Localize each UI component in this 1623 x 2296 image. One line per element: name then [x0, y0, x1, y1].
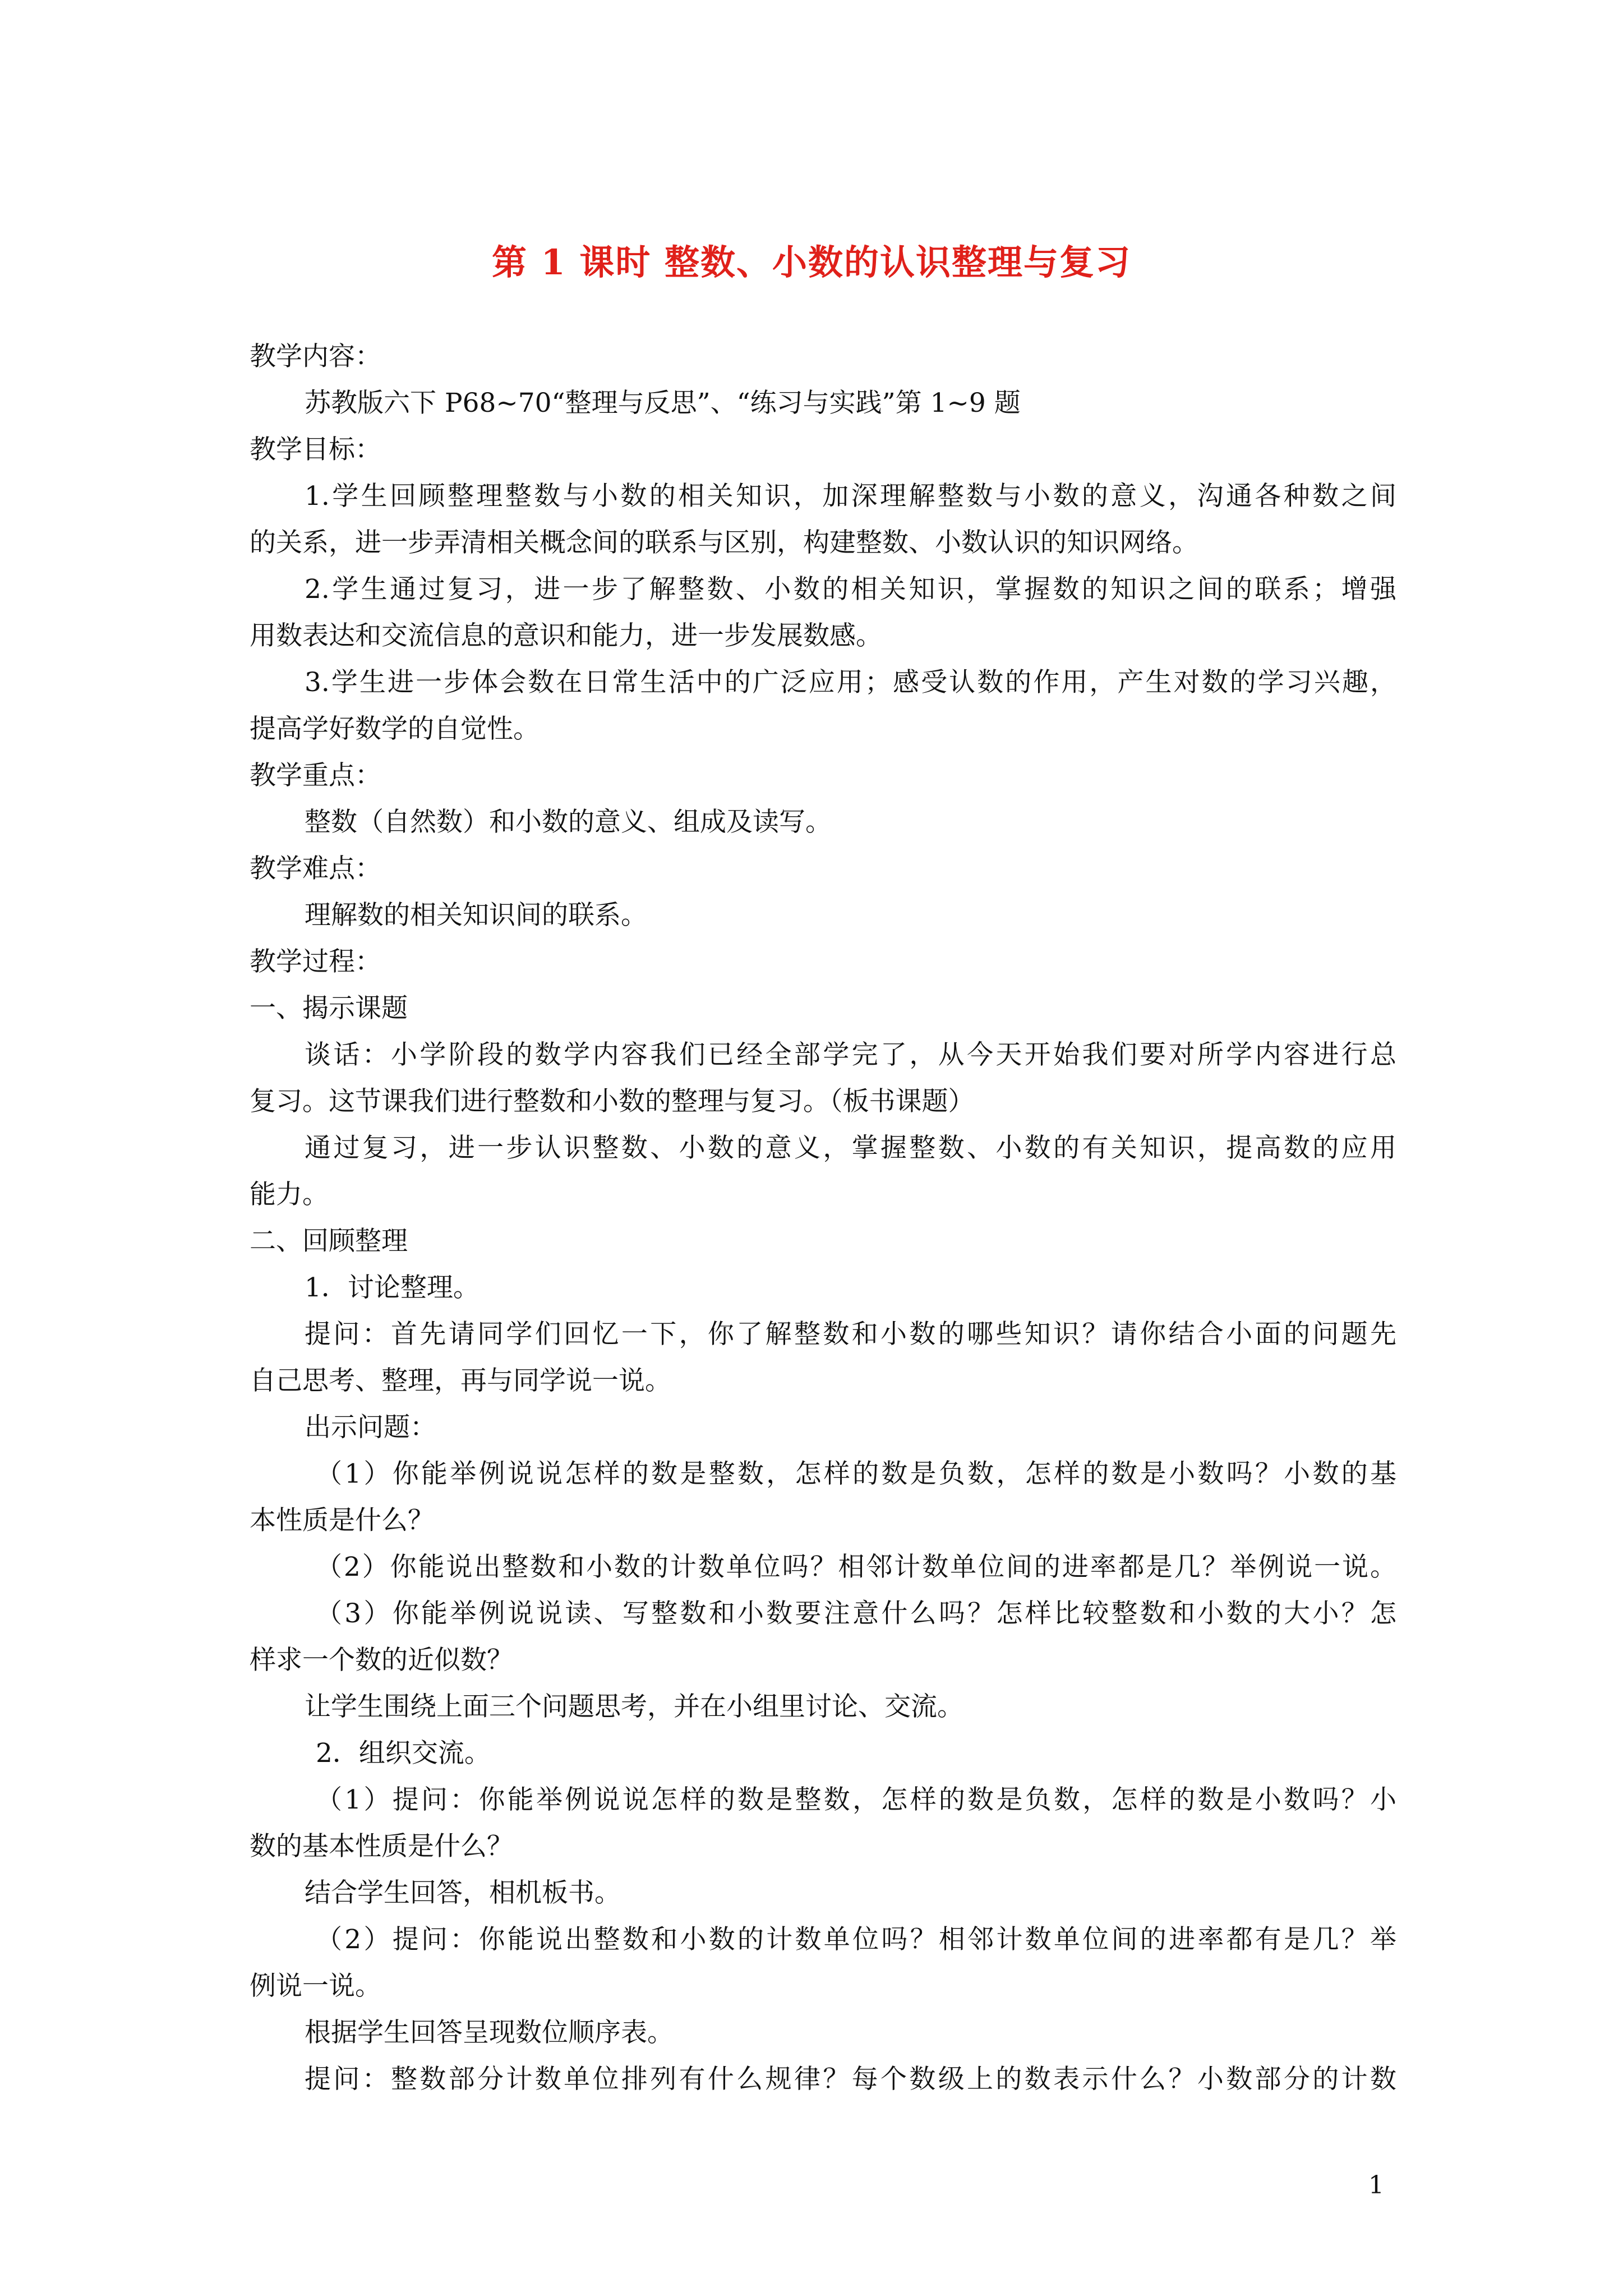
- paragraph-line: （1）提问：你能举例说说怎样的数是整数，怎样的数是负数，怎样的数是小数吗？小: [316, 1784, 1396, 1815]
- paragraph-line: 出示问题：: [305, 1412, 436, 1443]
- paragraph-line: 2．组织交流。: [316, 1738, 491, 1769]
- lesson-body: [250, 333, 1396, 2102]
- paragraph-line: （3）你能举例说说读、写整数和小数要注意什么吗？怎样比较整数和小数的大小？怎: [316, 1598, 1396, 1629]
- paragraph-line: 通过复习，进一步认识整数、小数的意义，掌握整数、小数的有关知识，提高数的应用: [305, 1133, 1396, 1163]
- paragraph-line: 苏教版六下 P68~70“整理与反思”、“练习与实践”第 1~9 题: [305, 388, 1021, 418]
- paragraph-line: 提高学好数学的自觉性。: [250, 714, 540, 744]
- paragraph-line: 提问：首先请同学们回忆一下，你了解整数和小数的哪些知识？请你结合小面的问题先: [305, 1319, 1396, 1350]
- paragraph-line: 3.学生进一步体会数在日常生活中的广泛应用；感受认数的作用，产生对数的学习兴趣，: [305, 667, 1396, 698]
- paragraph-line: 提问：整数部分计数单位排列有什么规律？每个数级上的数表示什么？小数部分的计数: [305, 2064, 1396, 2095]
- paragraph-line: 理解数的相关知识间的联系。: [305, 900, 647, 931]
- section-heading-content: 教学内容：: [250, 341, 381, 372]
- paragraph-line: 让学生围绕上面三个问题思考，并在小组里讨论、交流。: [305, 1691, 963, 1722]
- paragraph-line: 谈话：小学阶段的数学内容我们已经全部学完了，从今天开始我们要对所学内容进行总: [305, 1039, 1396, 1070]
- paragraph-line: 2.学生通过复习，进一步了解整数、小数的相关知识，掌握数的知识之间的联系；增强: [305, 574, 1396, 605]
- section-heading-key-points: 教学重点：: [250, 760, 381, 791]
- paragraph-line: 自己思考、整理，再与同学说一说。: [250, 1365, 671, 1396]
- paragraph-line: （2）你能说出整数和小数的计数单位吗？相邻计数单位间的进率都是几？举例说一说。: [316, 1552, 1396, 1582]
- paragraph-line: 样求一个数的近似数？: [250, 1645, 513, 1676]
- section-heading-goals: 教学目标：: [250, 434, 381, 465]
- paragraph-line: 复习。这节课我们进行整数和小数的整理与复习。（板书课题）: [250, 1086, 975, 1117]
- paragraph-line: 数的基本性质是什么？: [250, 1831, 513, 1862]
- lesson-title: 第 1 课时 整数、小数的认识整理与复习: [492, 242, 1131, 283]
- paragraph-line: 本性质是什么？: [250, 1505, 434, 1536]
- paragraph-line: 的关系，进一步弄清相关概念间的联系与区别，构建整数、小数认识的知识网络。: [250, 527, 1198, 558]
- paragraph-line: 根据学生回答呈现数位顺序表。: [305, 2017, 674, 2048]
- subsection-heading: 一、揭示课题: [250, 993, 408, 1024]
- paragraph-line: 例说一说。: [250, 1971, 381, 2001]
- section-heading-difficulties: 教学难点：: [250, 853, 381, 884]
- section-heading-process: 教学过程：: [250, 946, 381, 977]
- page-number: 1: [1368, 2171, 1384, 2200]
- subsection-heading: 二、回顾整理: [250, 1226, 408, 1257]
- paragraph-line: 1.学生回顾整理整数与小数的相关知识，加深理解整数与小数的意义，沟通各种数之间: [305, 481, 1396, 512]
- paragraph-line: 结合学生回答，相机板书。: [305, 1878, 621, 1908]
- paragraph-line: 能力。: [250, 1179, 329, 1210]
- paragraph-line: （1）你能举例说说怎样的数是整数，怎样的数是负数，怎样的数是小数吗？小数的基: [316, 1458, 1396, 1489]
- paragraph-line: 1．讨论整理。: [305, 1272, 479, 1303]
- paragraph-line: （2）提问：你能说出整数和小数的计数单位吗？相邻计数单位间的进率都有是几？举: [316, 1924, 1396, 1955]
- paragraph-line: 用数表达和交流信息的意识和能力，进一步发展数感。: [250, 620, 882, 651]
- paragraph-line: 整数（自然数）和小数的意义、组成及读写。: [305, 807, 832, 838]
